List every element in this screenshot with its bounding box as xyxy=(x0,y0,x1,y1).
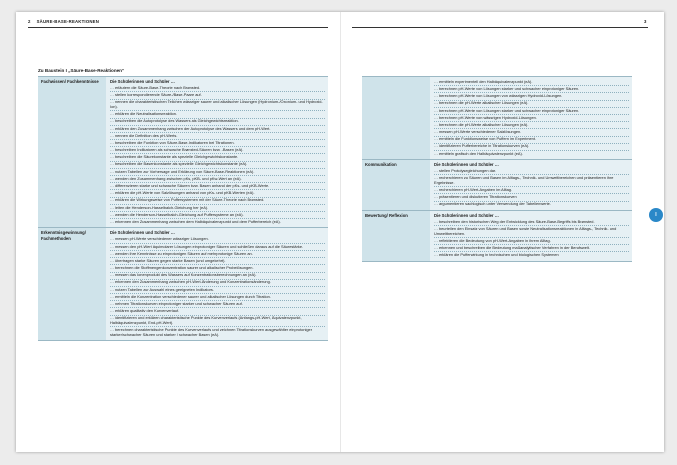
list-item: … stellen korrespondierende Säure-/Base-Paare auf. xyxy=(110,92,325,99)
list-item: … berechnen pH-Werte von Lösungen von wässrigen Hydroxid-Lösungen. xyxy=(434,93,629,100)
list-item: … beschreiben Indikatoren als schwache Brønsted-Säuren bzw. -Basen (eA). xyxy=(110,147,325,154)
list-item: … identifizieren und erklären charakteristische Punkte des Kurvenverlaufs (Anfangs-pH-Wert, Äquivalenzpunkt, Halbäquivalenzpunkt, End-pH-Wert). xyxy=(110,316,325,328)
list-item: … erklären den Zusammenhang zwischen der Autoprotolyse des Wassers und dem pH-Wert. xyxy=(110,126,325,133)
list-item: … erklären die Pufferwirkung in technischen und biologischen Systemen xyxy=(434,252,559,258)
list-item: … berechnen pH-Werte von Lösungen starker und schwacher einprotoniger Säuren. xyxy=(434,86,629,93)
list-item: … berechnen die Stoffmengenkonzentration saurer und alkalischer Probelösungen. xyxy=(110,265,325,272)
list-item: … messen das Ionenprodukt des Wassers auf Konzentrationsberechnungen an (eA). xyxy=(110,273,325,280)
list-item: … beschreiben die Basenkonstante als spezielle Gleichgewichtskonstante (eA). xyxy=(110,162,325,169)
list-item: … wenden den Zusammenhang zwischen pKs, pKB- und pKw-Wert an (eA). xyxy=(110,176,325,183)
row-heading: Erkenntnisgewinnung/ Fachmethoden xyxy=(38,228,106,340)
list-item: … beschreiben die Funktion von Säure-Base-Indikatoren bei Titrationen. xyxy=(110,140,325,147)
left-chapter-title: SÄURE-BASE-REAKTIONEN xyxy=(36,19,100,24)
list-item: … erklären die Neutralisationsreaktion. xyxy=(110,111,325,118)
list-item: … messen pH-Werte verschiedener wässriger Lösungen. xyxy=(110,237,325,244)
list-item: … messen den pH-Wert äquimolarer Lösungen einprotoniger Säuren und schließen daraus auf die Säurestärke. xyxy=(110,244,325,251)
row-intro: Die Schülerinnen und Schüler … xyxy=(434,162,499,168)
table-row xyxy=(362,76,632,159)
list-item: … erläutern die Säure-Base-Theorie nach Brønsted. xyxy=(110,85,325,92)
list-item: … nennen die Definition des pH-Werts. xyxy=(110,133,325,140)
right-header-rule xyxy=(352,27,648,28)
row-intro: Die Schülerinnen und Schüler … xyxy=(110,79,175,84)
list-item: … nutzen Tabellen zur Vorhersage und Erklärung von Säure-Base-Reaktionen (eA). xyxy=(110,169,325,176)
list-item: … nutzen Tabellen zur Auswahl eines geeigneten Indikators. xyxy=(110,287,325,294)
list-item: … leiten die Henderson-Hasselbalch-Gleichung her (eA). xyxy=(110,205,325,212)
list-item: … recherchieren zu Säuren und Basen im Alltags-, Technik- und Umweltbereichen und präsentieren ihre Ergebnisse. xyxy=(434,175,629,187)
list-item: … erkennen den Zusammenhang zwischen pH-Wert-Änderung und Konzentrationsänderung. xyxy=(110,280,325,287)
list-item: … ermitteln die Funktionsweise von Puffern im Experiment. xyxy=(434,137,629,144)
row-heading xyxy=(362,77,430,159)
list-item: … berechnen pH-Werte von wässrigen Hydroxid-Lösungen. xyxy=(434,115,629,122)
left-competence-table xyxy=(38,76,328,341)
list-item: … beschreiben die Autoprotolyse des Wassers als Gleichgewichtsreaktion. xyxy=(110,119,325,126)
row-content xyxy=(106,77,328,227)
list-item: … berechnen pH-Werte von Lösungen starker und schwacher einprotoniger Säuren. xyxy=(434,108,629,115)
list-item: … erkennen den Zusammenhang zwischen dem Halbäquivalenzpunkt und dem Pufferbereich (eA). xyxy=(110,218,281,224)
table-row xyxy=(362,159,632,210)
list-item: … reflektieren die Bedeutung von pH-Wert-Angaben in ihrem Alltag. xyxy=(434,238,629,245)
left-running-header xyxy=(28,19,99,24)
list-item: … wenden ihre Kenntnisse zu einprotonigen Säuren auf mehrprotonige Säuren an. xyxy=(110,251,325,258)
chapter-tab-marker: I xyxy=(649,208,663,222)
list-item: … nennen die charakteristischen Teilchen wässriger saurer und alkalischer Lösungen (Hydronium-/Oxonium- und Hydroxid-Ion). xyxy=(110,100,325,112)
list-item: … argumentieren sachlogisch unter Verwendung der Tabellenwerte. xyxy=(434,201,551,207)
list-item: … beschreiben die Säurekonstante als spezielle Gleichgewichtskonstante. xyxy=(110,154,325,161)
row-heading: Fachwissen/ Fachkenntnisse xyxy=(38,77,106,227)
left-page-number: 2 xyxy=(28,19,31,24)
list-item: … stellen Protolysegleichungen dar. xyxy=(434,168,629,175)
list-item: … erklären die Wirkungsweise von Puffersystemen mit der Säure-Theorie nach Brønsted. xyxy=(110,198,325,205)
row-content xyxy=(430,77,632,159)
list-item: … nehmen Titrationskurven einprotoniger starker und schwacher Säuren auf. xyxy=(110,301,325,308)
table-row xyxy=(362,210,632,262)
list-item: … übertragen starke Säuren gegen starke Basen (und umgekehrt). xyxy=(110,258,325,265)
list-item: … präsentieren und diskutieren Titrationskurven xyxy=(434,194,629,201)
list-item: … ermitteln experimentell den Halbäquivalenzpunkt (eA). xyxy=(434,79,629,86)
list-item: … beurteilen den Einsatz von Säuren und Basen sowie Neutralisationsreaktionen in Alltags-, Technik- und Umweltbereichen. xyxy=(434,226,629,238)
row-intro: Die Schülerinnen und Schüler … xyxy=(110,230,175,236)
list-item: … erklären die pH-Werte von Salzlösungen anhand von pKs- und pKB-Werten (eA). xyxy=(110,190,325,197)
row-intro: Die Schülerinnen und Schüler … xyxy=(434,212,499,218)
list-item: … identifizieren Pufferbereiche in Titrationskurven (eA). xyxy=(434,144,629,151)
list-item: … berechnen die pH-Werte alkalischer Lösungen (eA). xyxy=(434,122,629,129)
row-content xyxy=(430,160,632,210)
list-item: … messen pH-Werte verschiedener Salzlösungen. xyxy=(434,129,629,136)
list-item: … wenden die Henderson-Hasselbalch-Gleichung auf Puffersysteme an (eA). xyxy=(110,212,325,219)
book-spread xyxy=(16,12,664,452)
list-item: … ermitteln grafisch den Halbäquivalenzpunkt (eA). xyxy=(434,150,523,156)
right-competence-table xyxy=(362,76,632,262)
list-item: … ermitteln die Konzentration verschiedener saurer und alkalischer Lösungen durch Titration. xyxy=(110,294,325,301)
right-page-number: 3 xyxy=(644,19,647,24)
list-item: … beschreiben den historischen Weg der Entwicklung des Säure-Base-Begriffs bis Brønsted. xyxy=(434,219,629,226)
page-gutter xyxy=(340,12,341,452)
list-item: … berechnen charakteristische Punkte des Kurvenverlaufs und zeichnen Titrationskurven ausgewählter einprotoniger starker/schwacher Säuren und starker / schwacher Basen (eA). xyxy=(110,327,312,337)
table-row xyxy=(38,227,328,341)
table-row xyxy=(38,76,328,227)
row-heading: Kommunikation xyxy=(362,160,430,210)
row-content xyxy=(430,211,632,261)
row-content xyxy=(106,228,328,340)
left-header-rule xyxy=(28,27,328,28)
list-item: … differenzieren starke und schwache Säuren bzw. Basen anhand der pKs- und pKB-Werte. xyxy=(110,183,325,190)
list-item: … erklären qualitativ den Kurvenverlauf. xyxy=(110,308,325,315)
section-title: Zu Baustein I „Säure-Base-Reaktionen“ xyxy=(38,68,125,73)
list-item: … berechnen die pH-Werte alkalischer Lösungen (eA). xyxy=(434,101,629,108)
row-heading: Bewertung/ Reflexion xyxy=(362,211,430,261)
list-item: … erkennen und beschreiben die Bedeutung maßanalytischer Verfahren in der Berufswelt. xyxy=(434,245,629,252)
list-item: … recherchieren pH-Wert-Angaben im Alltag. xyxy=(434,187,629,194)
